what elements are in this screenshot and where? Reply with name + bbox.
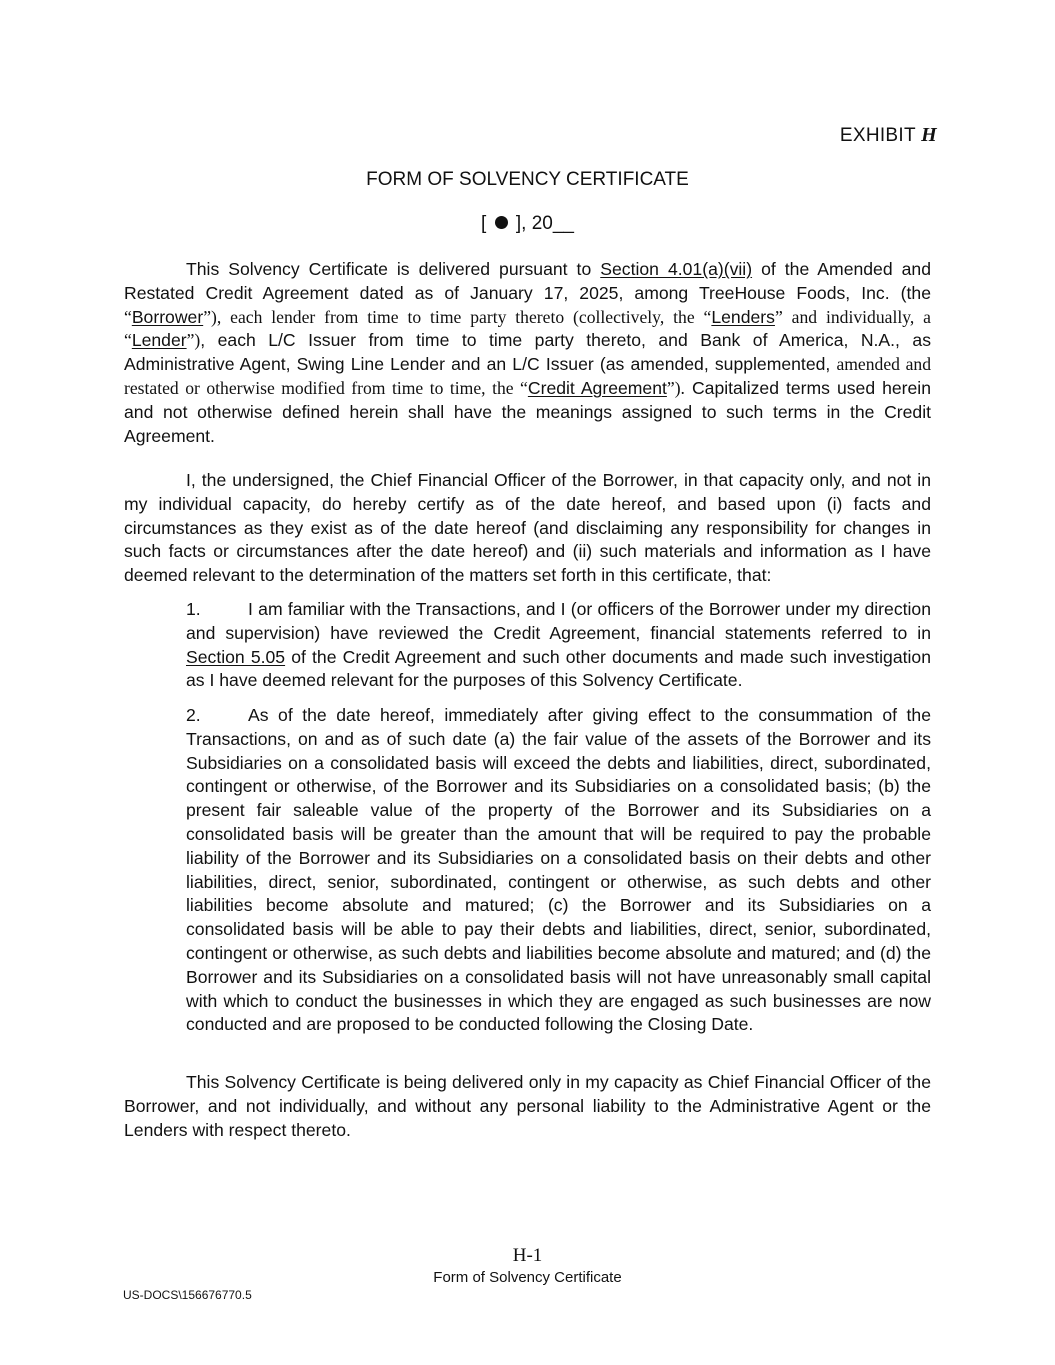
section-ref-505: Section 5.05: [186, 646, 286, 667]
intro-text-2: of the Amended and Restated Credit Agreement dated as of January 17, 2025, among TreeHouse Foods, Inc. (the: [124, 259, 931, 303]
paragraph-capacity: This Solvency Certificate is being delivered only in my capacity as Chief Financial Officer of the Borrower, and not individually, and without any personal liability to the Administrative Agent or the Lenders with respect thereto.: [124, 1072, 931, 1140]
list-item-number: 2.: [186, 705, 201, 725]
exhibit-word: EXHIBIT: [839, 125, 916, 146]
intro-serif-1: ”), each lender from time to time party thereto (collectively, the “: [203, 306, 712, 327]
quote-open: “: [124, 306, 132, 327]
paragraph-intro: [124, 258, 931, 448]
defined-term-borrower: Borrower: [131, 306, 204, 327]
footer-label: Form of Solvency Certificate: [433, 1269, 622, 1286]
exhibit-letter: H: [921, 124, 937, 146]
intro-text-3: , each L/C Issuer from time to time party thereto, and Bank of America, N.A., as Administrative Agent, Swing Line Lender and an L/C Issuer (as amended, supplemented,: [124, 330, 931, 375]
item1-text-1: I am familiar with the Transactions, and I (or officers of the Borrower under my direction and supervision) have reviewed the Credit Agreement, financial statements referred to in: [186, 599, 931, 643]
section-ref-401: Section 4.01(a)(vii): [600, 259, 753, 279]
intro-serif-5: ”).: [666, 377, 685, 398]
paragraph-certification: I, the undersigned, the Chief Financial Officer of the Borrower, in that capacity only, and not in my individual capacity, do hereby certify as of the date hereof, and based upon (i) facts and circumstances as they exist as of the date hereof (and disclaiming any responsibility for changes in such facts or circumstances after the date hereof) and (ii) such materials and information as I have deemed relevant to the determination of the matters set forth in this certificate, that:: [124, 470, 931, 586]
defined-term-lender: Lender: [131, 330, 187, 351]
date-open-bracket: [: [481, 213, 487, 234]
document-id: US-DOCS\156676770.5: [123, 1288, 252, 1302]
intro-serif-3: ”): [186, 330, 201, 351]
item2-text: As of the date hereof, immediately after giving effect to the consummation of the Transactions, on and as of such date (a) the fair value of the assets of the Borrower and its Subsidiaries on a consolidated basis will exceed the debts and liabilities, direct, subordinated, contingent or otherwise, of the Borrower and its Subsidiaries on a consolidated basis; (b) the present fair saleable value of the property of the Borrower and its Subsidiaries on a consolidated basis will be greater than the amount that will be required to pay the probable liability of the Borrower and its Subsidiaries on a consolidated basis on their debts and other liabilities, direct, senior, subordinated, contingent or otherwise, as such debts and other liabilities become absolute and matured; (c) the Borrower and its Subsidiaries on a consolidated basis will be able to pay their debts and liabilities, direct, senior, subordinated, contingent or otherwise, as such debts and liabilities become absolute and matured; and (d) the Borrower and its Subsidiaries on a consolidated basis will not have unreasonably small capital with which to conduct the businesses in which they are engaged as such businesses are now conducted and are proposed to be conducted following the Closing Date.: [186, 705, 931, 1035]
defined-term-credit-agreement: Credit Agreement: [527, 377, 667, 398]
document-title: FORM OF SOLVENCY CERTIFICATE: [366, 169, 689, 190]
list-item-number: 1.: [186, 599, 201, 619]
exhibit-label: [840, 124, 937, 147]
item1-text-2: of the Credit Agreement and such other documents and made such investigation as I have deemed relevant for the purposes of this Solvency Certificate.: [186, 646, 931, 691]
intro-serif-2: ” and individually, a “: [124, 306, 931, 351]
date-line: [0, 213, 1055, 235]
intro-text-5: Capitalized terms used herein and not otherwise defined herein shall have the meanings assigned to such terms in the Credit Agreement.: [124, 377, 931, 446]
date-year: ], 20__: [515, 213, 574, 234]
intro-text-1: This Solvency Certificate is delivered pursuant to: [186, 259, 601, 279]
defined-term-lenders: Lenders: [711, 306, 775, 327]
list-item-2: [186, 704, 931, 1037]
intro-serif-4: amended and restated or otherwise modified from time to time, the “: [124, 354, 931, 398]
page-number: H-1: [512, 1245, 543, 1266]
bullet-placeholder-icon: [495, 216, 508, 229]
list-item-1: [186, 598, 931, 693]
